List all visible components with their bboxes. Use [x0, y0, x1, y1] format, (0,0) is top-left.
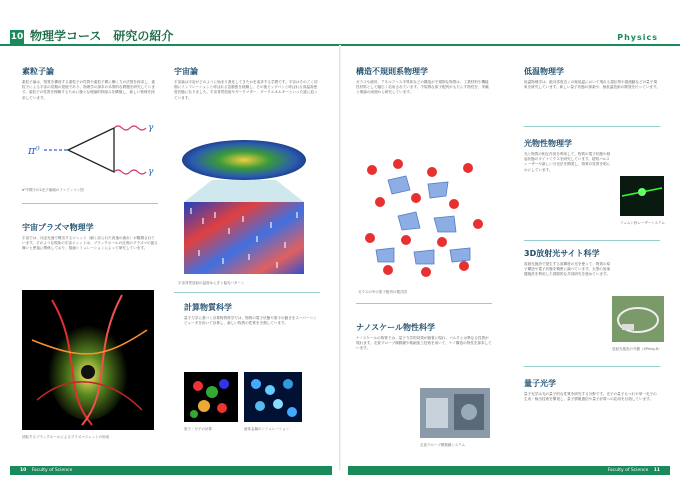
footer-right-number: 11	[653, 468, 660, 473]
section-body: 量子力学に基づく計算物質科学では、物質の電子状態や原子の動きをスーパーコンピュータを用いて計算し、新しい物質の性質を予測しています。	[184, 316, 317, 326]
cmb-image	[178, 138, 310, 276]
section-body: 素粒子論は、物質を構成する素粒子の性質や素粒子間に働く力の法則を探求し、素粒子による宇宙の初期の発展であり、物理学の探求の本質的な問題を研究しています。素粒子の性質を理解するために様々な理論的枠組みを構築し、新しい物理を探求しています。	[22, 80, 155, 100]
section-title: 計算物質科学	[184, 303, 232, 312]
section-nanoscale	[356, 322, 492, 352]
section-title: 光物性物理学	[524, 139, 572, 148]
section-body: 宇宙では、ほぼ光速で噴出するジェット（細く絞られた高速の流れ）が観測されています。そのような現象の宇宙ジェットは、ブラックホールの近傍のプラズマの振る舞いと密接に関係しており、数値シミュレーションによって研究しています。	[22, 236, 158, 251]
divider	[174, 292, 320, 293]
section-title: 宇宙論	[174, 67, 198, 76]
nanoscale-equipment-image	[420, 388, 490, 438]
computational-caption-2: 液体金属のシミュレーション	[244, 427, 290, 431]
molecule-image-2	[244, 372, 302, 422]
section-particle	[22, 66, 158, 101]
section-disordered	[356, 66, 492, 96]
section-title: 素粒子論	[22, 67, 54, 76]
divider	[524, 366, 660, 367]
section-title: 3D放射光サイト科学	[524, 249, 600, 258]
section-title: 低温物理学	[524, 67, 564, 76]
footer-left-number: 10	[20, 468, 27, 473]
section-plasma	[22, 222, 158, 252]
footer-right	[348, 466, 670, 475]
page-title: 物理学コース 研究の紹介	[30, 29, 174, 43]
left-page-number: 10	[10, 32, 24, 42]
section-title: 量子光学	[524, 379, 556, 388]
photon-line-bottom	[114, 170, 146, 174]
section-body: 量子光学は光の量子的な性質を研究する分野です。光子の量子もつれや単一光子の生成・検出技術を開発し、量子情報通信や量子計算への応用を目指しています。	[524, 392, 657, 402]
section-optical	[524, 138, 660, 173]
section-synchrotron	[524, 248, 660, 278]
section-cosmology	[174, 66, 320, 101]
photon-line-top	[114, 126, 146, 130]
particle-caption: π⁰中間子の2光子崩壊のファインマン図	[22, 188, 84, 192]
footer-left	[10, 466, 332, 475]
nanoscale-caption: 走査プローブ顕微鏡システム	[420, 443, 465, 447]
section-body: ナノスケールの物質では、量子力学的効果が顕著に現れ、バルクとは異なる性質が現れます。走査プローブ顕微鏡や微細加工技術を用いて、ナノ構造の物性を探求しています。	[356, 336, 492, 351]
plasma-jet-image	[22, 290, 154, 430]
synchrotron-image	[612, 296, 664, 342]
page-spine	[339, 45, 341, 470]
optical-image	[620, 176, 664, 216]
gamma-bottom-label: γ	[148, 167, 154, 177]
optical-caption: フェムト秒レーザーシステム	[620, 221, 665, 225]
section-body: 放射光施設で発生する高輝度の光を使って、物質の原子構造や電子状態を精密に調べています。大型の加速器施設を利用した国際的な共同研究を進めています。	[524, 262, 611, 277]
feynman-diagram	[22, 116, 158, 184]
gamma-top-label: γ	[148, 123, 154, 133]
triangle-loop	[68, 128, 114, 172]
section-low-temperature	[524, 66, 660, 90]
footer-right-label: Faculty of Science	[607, 468, 649, 473]
section-body: 低温物理学は、絶対零度近くの極低温において現れる超伝導や超流動などの量子現象を研究しています。新しい量子状態の探索や、極低温技術の開発を行っています。	[524, 80, 660, 90]
divider	[356, 303, 492, 304]
section-title: 宇宙プラズマ物理学	[22, 223, 94, 232]
footer-left-label: Faculty of Science	[31, 468, 73, 473]
section-computational	[184, 302, 320, 326]
physics-tag: Physics	[617, 33, 658, 42]
section-quantum-optics	[524, 378, 660, 402]
glass-structure-image	[358, 154, 488, 284]
divider	[22, 203, 158, 204]
pi-label: π⁰	[28, 144, 40, 157]
section-body: 光と物質の相互作用を利用して、物質の電子状態や励起状態のダイナミクスを研究しています。超短パルスレーザーや新しい分光法を開発し、物質の性質を明らかにしています。	[524, 152, 611, 172]
disordered-caption: ガラスの中の原子配列の模式図	[358, 290, 407, 294]
divider	[524, 126, 660, 127]
section-body: 宇宙論は宇宙がどのように始まり進化してきたかを追求する学問です。宇宙はそのごく初期にインフレーションと呼ばれる急膨張を経験し、その後ビッグバンと呼ばれる高温高密度状態になりました。宇宙背景放射やダークマター、ダークエネルギーといった謎に迫っています。	[174, 80, 318, 100]
section-body: ガラスや液体、アモルファス半導体などの構造が不規則な物質は、工業材料や機能性材料として幅広く応用されています。不規則な原子配列がもたらす物性を、実験と理論の両面から研究しています。	[356, 80, 489, 95]
synchrotron-caption: 放射光施設の外観（SPring-8）	[612, 347, 662, 351]
plasma-caption: 回転するブラックホールによるプラズマジェットの形成	[22, 435, 110, 439]
section-title: ナノスケール物性科学	[356, 323, 435, 332]
section-title: 構造不規則系物理学	[356, 67, 428, 76]
computational-caption-1: 原子・分子の計算	[184, 427, 212, 431]
molecule-image-1	[184, 372, 238, 422]
cosmology-caption: 宇宙背景放射の温度ゆらぎと偏光パターン	[178, 281, 245, 285]
divider	[524, 240, 660, 241]
